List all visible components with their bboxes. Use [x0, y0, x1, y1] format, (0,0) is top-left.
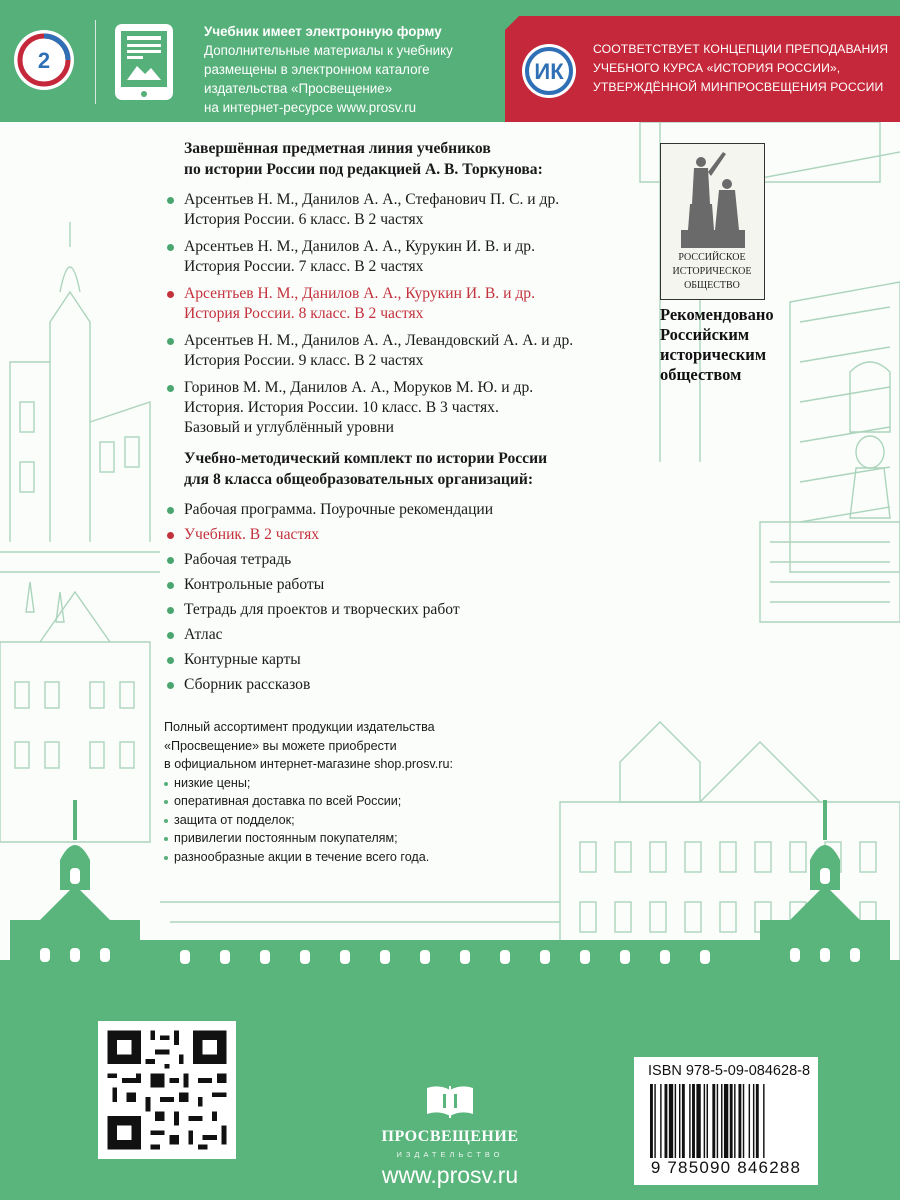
recommendation-text	[660, 305, 890, 385]
title-line: Завершённая предметная линия учебников	[184, 140, 491, 157]
textbook-title: История. История России. 10 класс. В 3 частях.	[184, 399, 499, 416]
textbook-item	[164, 237, 654, 277]
eform-line: на интернет-ресурсе www.prosv.ru	[204, 100, 417, 115]
kit-list	[164, 500, 654, 695]
store-intro	[164, 718, 564, 774]
textbook-authors: Арсентьев Н. М., Данилов А. А., Курукин И. В. и др.	[184, 238, 535, 255]
eform-line: издательства «Просвещение»	[204, 81, 393, 96]
title-line: по истории России под редакцией А. В. Торкунова:	[184, 161, 543, 178]
textbooks-list	[164, 190, 654, 438]
kit-item: Контурные карты	[164, 650, 654, 670]
ik-concept-logo-icon	[521, 43, 577, 99]
textbook-title: История России. 6 класс. В 2 частях	[184, 211, 424, 228]
recommendation-line: Российским	[660, 325, 750, 344]
publisher-name: ПРОСВЕЩЕНИЕ	[381, 1128, 519, 1145]
isbn-label: ISBN 978-5-09-084628-8	[648, 1063, 811, 1079]
textbooks-section-title	[184, 138, 654, 180]
textbook-title: История России. 7 класс. В 2 частях	[184, 258, 424, 275]
textbook-title: История России. 8 класс. В 2 частях	[184, 305, 424, 322]
textbook-authors: Арсентьев Н. М., Данилов А. А., Стефанович П. С. и др.	[184, 191, 560, 208]
concept-line: СООТВЕТСТВУЕТ КОНЦЕПЦИИ ПРЕПОДАВАНИЯ	[593, 42, 889, 56]
main-content	[164, 138, 654, 700]
recommendation-line: историческим	[660, 345, 767, 364]
kit-item: Контрольные работы	[164, 575, 654, 595]
barcode-icon	[648, 1084, 816, 1158]
prosveshchenie-circle-logo-icon	[14, 30, 74, 90]
prosveshchenie-book-logo-icon	[403, 1080, 497, 1120]
concept-line: УЧЕБНОГО КУРСА «ИСТОРИЯ РОССИИ»,	[593, 61, 841, 75]
title-line: для 8 класса общеобразовательных организаций:	[184, 471, 534, 488]
kit-item: Рабочая программа. Поурочные рекомендации	[164, 500, 654, 520]
store-benefit: низкие цены;	[164, 774, 564, 793]
eform-line: Дополнительные материалы к учебнику	[204, 43, 453, 58]
store-benefits-list	[164, 774, 564, 867]
store-benefit: защита от подделок;	[164, 811, 564, 830]
kit-section-title	[184, 448, 654, 490]
barcode-digits: 9 785090 846288	[650, 1158, 802, 1177]
kit-item: Рабочая тетрадь	[164, 550, 654, 570]
title-line: Учебно-методический комплект по истории России	[184, 450, 548, 467]
textbook-title: История России. 9 класс. В 2 частях	[184, 352, 424, 369]
concept-line: УТВЕРЖДЁННОЙ МИНПРОСВЕЩЕНИЯ РОССИИ	[593, 80, 884, 94]
store-intro-line: «Просвещение» вы можете приобрести	[164, 738, 397, 753]
textbook-item-current	[164, 284, 654, 324]
store-benefit: оперативная доставка по всей России;	[164, 792, 564, 811]
historical-society-badge	[660, 143, 765, 300]
svg-text:2: 2	[37, 48, 51, 73]
qr-code-icon	[98, 1021, 236, 1159]
textbook-level: Базовый и углублённый уровни	[184, 419, 394, 436]
concept-compliance-text	[593, 40, 893, 97]
store-benefit: разнообразные акции в течение всего года.	[164, 848, 564, 867]
store-intro-line: в официальном интернет-магазине shop.prosv.ru:	[164, 757, 453, 771]
textbook-authors: Горинов М. М., Данилов А. А., Моруков М. Ю. и др.	[184, 379, 534, 396]
textbook-authors: Арсентьев Н. М., Данилов А. А., Курукин И. В. и др.	[184, 285, 535, 302]
kit-item: Атлас	[164, 625, 654, 645]
publisher-website-link[interactable]: www.prosv.ru	[381, 1162, 519, 1188]
textbook-item	[164, 331, 654, 371]
store-benefit: привилегии постоянным покупателям;	[164, 829, 564, 848]
qr-code[interactable]	[98, 1021, 236, 1159]
eform-line: размещены в электронном каталоге	[204, 62, 430, 77]
rio-badge-line: РОССИЙСКОЕ	[678, 252, 746, 263]
kit-item-current: Учебник. В 2 частях	[164, 525, 654, 545]
recommendation-line: обществом	[660, 365, 742, 384]
textbook-item	[164, 190, 654, 230]
header-divider	[95, 20, 96, 104]
store-intro-line: Полный ассортимент продукции издательства	[164, 720, 435, 734]
online-store-info	[164, 718, 564, 866]
publisher-subtitle: ИЗДАТЕЛЬСТВО	[396, 1150, 504, 1159]
tablet-device-icon	[113, 22, 175, 102]
kit-item: Сборник рассказов	[164, 675, 654, 695]
eform-title: Учебник имеет электронную форму	[204, 24, 442, 39]
recommendation-line: Рекомендовано	[660, 305, 774, 324]
svg-text:ИК: ИК	[534, 59, 564, 84]
textbook-item	[164, 378, 654, 438]
rio-badge-line: ИСТОРИЧЕСКОЕ	[672, 266, 752, 277]
kit-item: Тетрадь для проектов и творческих работ	[164, 600, 654, 620]
textbook-authors: Арсентьев Н. М., Данилов А. А., Левандовский А. А. и др.	[184, 332, 574, 349]
rio-badge-line: ОБЩЕСТВО	[684, 280, 740, 291]
electronic-form-notice	[204, 22, 504, 117]
